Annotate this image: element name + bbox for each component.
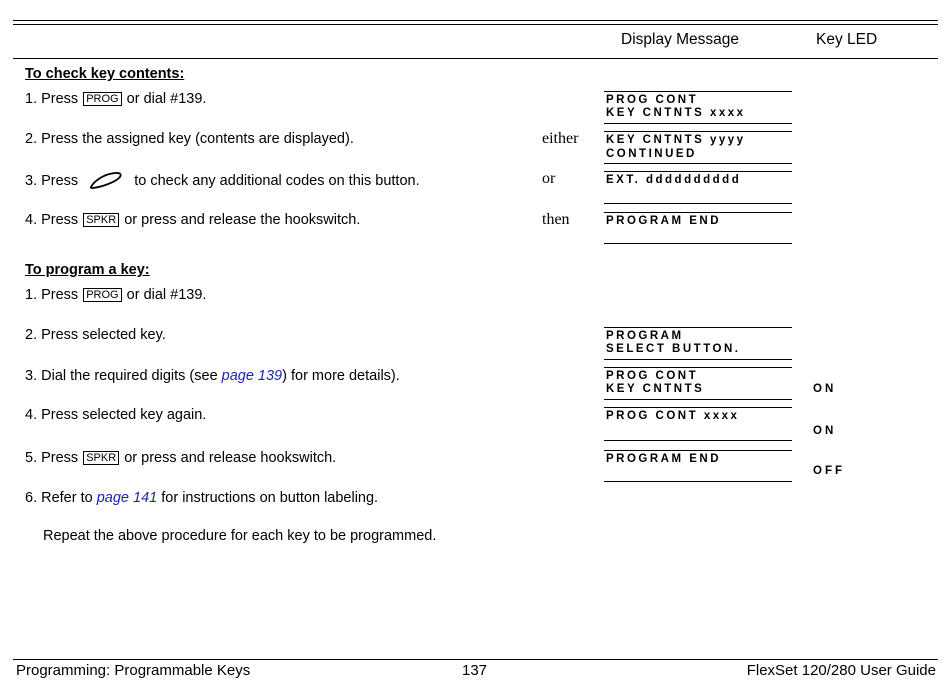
display-line: CONTINUED bbox=[606, 148, 697, 160]
program-step-4: 4. Press selected key again. bbox=[25, 407, 207, 423]
step-text: for instructions on button labeling. bbox=[161, 490, 379, 506]
step-text: or press and release hookswitch. bbox=[124, 450, 337, 466]
spkr-key: SPKR bbox=[83, 451, 119, 465]
col-header-display: Display Message bbox=[621, 31, 740, 48]
display-message bbox=[604, 91, 792, 125]
key-led-status: OFF bbox=[813, 465, 845, 477]
step-text: 5. Press bbox=[25, 450, 79, 466]
display-line: PROG CONT bbox=[606, 370, 699, 382]
program-step-3 bbox=[25, 368, 400, 385]
display-line: SELECT BUTTON. bbox=[606, 343, 741, 355]
key-led-status: ON bbox=[813, 383, 837, 395]
display-message bbox=[604, 171, 792, 205]
step-text: to check any additional codes on this button. bbox=[134, 173, 420, 189]
display-line: PROGRAM END bbox=[606, 215, 722, 227]
page-link-141[interactable]: page 141 bbox=[96, 490, 158, 506]
step-text: 1. Press bbox=[25, 287, 79, 303]
display-line: KEY CNTNTS xxxx bbox=[606, 107, 746, 119]
col-header-led: Key LED bbox=[816, 31, 878, 48]
connector-either: either bbox=[542, 130, 579, 147]
step-text: or press and release the hookswitch. bbox=[124, 212, 361, 228]
connector-then: then bbox=[542, 211, 570, 228]
page-number: 137 bbox=[462, 662, 488, 679]
footer-rule bbox=[13, 659, 938, 660]
step-text: 3. Press bbox=[25, 173, 79, 189]
check-step-4 bbox=[25, 212, 360, 229]
display-message bbox=[604, 212, 792, 246]
section-heading-program: To program a key: bbox=[25, 262, 150, 278]
step-text: 4. Press bbox=[25, 212, 79, 228]
display-message bbox=[604, 367, 792, 401]
display-line: KEY CNTNTS bbox=[606, 383, 705, 395]
display-line: PROGRAM END bbox=[606, 453, 722, 465]
section-heading-check: To check key contents: bbox=[25, 66, 185, 82]
program-step-1 bbox=[25, 287, 206, 304]
check-step-1 bbox=[25, 91, 206, 108]
check-step-3 bbox=[25, 171, 420, 190]
display-message bbox=[604, 407, 792, 441]
step-text: 6. Refer to bbox=[25, 490, 93, 506]
handset-icon bbox=[88, 171, 124, 189]
prog-key: PROG bbox=[83, 92, 121, 106]
footer-guide-title: FlexSet 120/280 User Guide bbox=[746, 662, 936, 679]
top-rule-2 bbox=[13, 24, 938, 25]
program-step-5 bbox=[25, 450, 336, 467]
program-step-6 bbox=[25, 490, 378, 507]
step-text: 3. Dial the required digits (see bbox=[25, 368, 218, 384]
display-line: PROG CONT bbox=[606, 94, 699, 106]
step-text: ) for more details). bbox=[282, 368, 400, 384]
display-line: EXT. dddddddddd bbox=[606, 174, 742, 186]
step-text: or dial #139. bbox=[126, 91, 207, 107]
display-message bbox=[604, 327, 792, 361]
display-message bbox=[604, 450, 792, 484]
repeat-note: Repeat the above procedure for each key to be programmed. bbox=[43, 528, 437, 544]
spkr-key: SPKR bbox=[83, 213, 119, 227]
display-message bbox=[604, 131, 792, 165]
page-link-139[interactable]: page 139 bbox=[221, 368, 283, 384]
check-step-2: 2. Press the assigned key (contents are displayed). bbox=[25, 131, 354, 147]
display-line: PROG CONT xxxx bbox=[606, 410, 740, 422]
key-led-status: ON bbox=[813, 425, 837, 437]
display-line: PROGRAM bbox=[606, 330, 684, 342]
prog-key: PROG bbox=[83, 288, 121, 302]
step-text: or dial #139. bbox=[126, 287, 207, 303]
program-step-2: 2. Press selected key. bbox=[25, 327, 166, 343]
step-text: 1. Press bbox=[25, 91, 79, 107]
header-rule bbox=[13, 58, 938, 59]
connector-or: or bbox=[542, 170, 556, 187]
top-rule-1 bbox=[13, 20, 938, 21]
footer-section-title: Programming: Programmable Keys bbox=[16, 662, 251, 679]
display-line: KEY CNTNTS yyyy bbox=[606, 134, 746, 146]
